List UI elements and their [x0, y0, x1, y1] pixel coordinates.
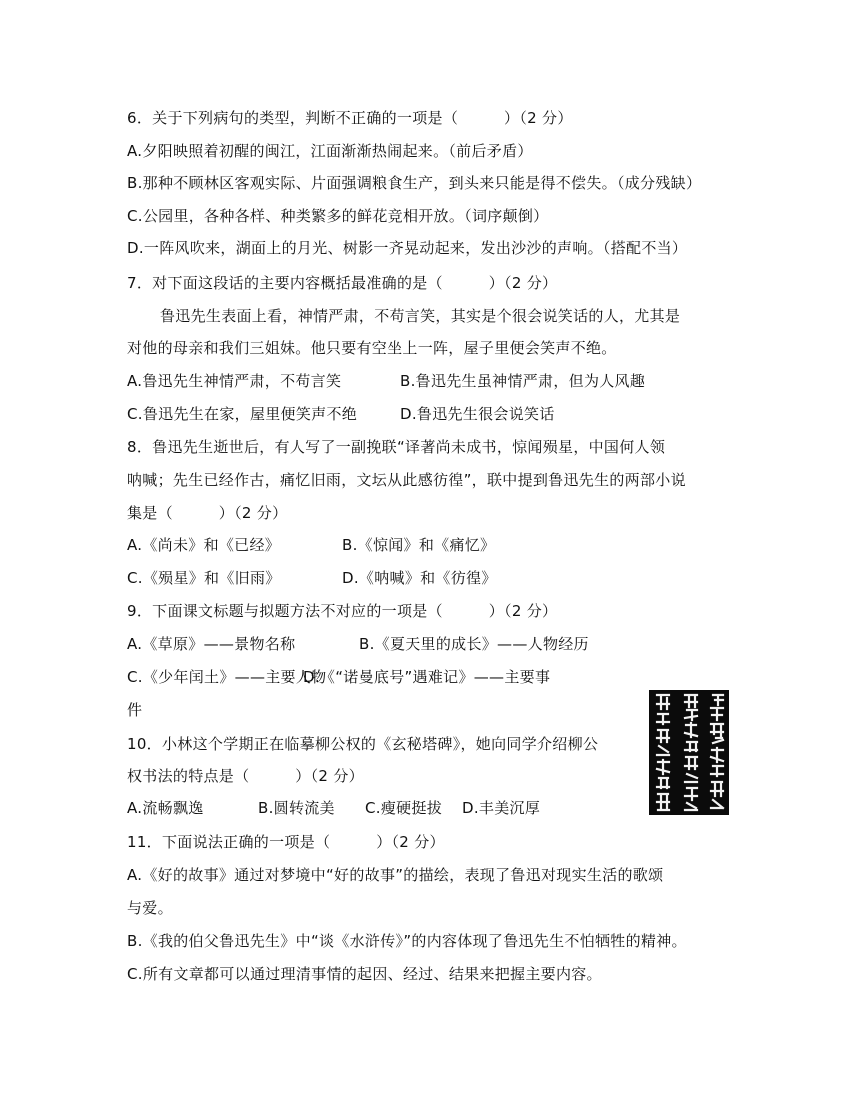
q10-stem-line-2: 权书法的特点是（ ）（2 分） [127, 767, 364, 785]
q11-option-c: C.所有文章都可以通过理清事情的起因、经过、结果来把握主要内容。 [127, 965, 602, 983]
q7-option-c: C.鲁迅先生在家，屋里便笑声不绝 [127, 405, 358, 423]
q6-option-b: B.那种不顾林区客观实际、片面强调粮食生产，到头来只能是得不偿失。（成分残缺） [127, 174, 702, 192]
q11-option-a-continued: 与爱。 [127, 899, 173, 917]
q9-option-b: B.《夏天里的成长》——人物经历 [359, 635, 589, 653]
q7-passage-line-1: 鲁迅先生表面上看，神情严肃，不苟言笑，其实是个很会说笑话的人，尤其是 [160, 307, 681, 325]
q11-option-a: A.《好的故事》通过对梦境中“好的故事”的描绘，表现了鲁迅对现实生活的歌颂 [127, 866, 664, 884]
q9-option-c: C.《少年闰土》——主要人物 [127, 668, 327, 686]
q7-option-b: B.鲁迅先生虽神情严肃，但为人风趣 [400, 372, 646, 390]
calligraphy-rubbing-image [649, 690, 729, 815]
q6-option-a: A.夕阳映照着初醒的闽江，江面渐渐热闹起来。（前后矛盾） [127, 142, 533, 160]
q8-stem-line-1: 8．鲁迅先生逝世后，有人写了一副挽联“译著尚未成书，惊闻殒星，中国何人领 [127, 438, 666, 456]
q10-stem-line-1: 10．小林这个学期正在临摹柳公权的《玄秘塔碑》，她向同学介绍柳公 [127, 735, 599, 753]
q7-stem: 7．对下面这段话的主要内容概括最准确的是（ ）（2 分） [127, 274, 558, 292]
q8-option-a: A.《尚未》和《已经》 [127, 536, 281, 554]
q6-stem: 6．关于下列病句的类型，判断不正确的一项是（ ）（2 分） [127, 109, 573, 127]
q9-option-d-continued: 件 [127, 701, 143, 719]
q6-option-c: C.公园里，各种各样、种类繁多的鲜花竞相开放。（词序颠倒） [127, 207, 549, 225]
q8-option-c: C.《殒星》和《旧雨》 [127, 569, 281, 587]
q11-option-b: B.《我的伯父鲁迅先生》中“谈《水浒传》”的内容体现了鲁迅先生不怕牺牲的精神。 [127, 932, 687, 950]
q8-option-d: D.《呐喊》和《彷徨》 [342, 569, 497, 587]
q8-stem-line-2: 呐喊；先生已经作古，痛忆旧雨，文坛从此感彷徨”，联中提到鲁迅先生的两部小说 [127, 471, 686, 489]
q9-stem: 9．下面课文标题与拟题方法不对应的一项是（ ）（2 分） [127, 602, 558, 620]
q11-stem: 11．下面说法正确的一项是（ ）（2 分） [127, 833, 445, 851]
q10-option-b: B.圆转流美 [258, 799, 335, 817]
q7-option-d: D.鲁迅先生很会说笑话 [400, 405, 555, 423]
q10-option-a: A.流畅飘逸 [127, 799, 204, 817]
q6-option-d: D.一阵风吹来，湖面上的月光、树影一齐晃动起来，发出沙沙的声响。（搭配不当） [127, 239, 688, 257]
q10-option-d: D.丰美沉厚 [462, 799, 541, 817]
q8-option-b: B.《惊闻》和《痛忆》 [342, 536, 496, 554]
q7-passage-line-2: 对他的母亲和我们三姐妹。他只要有空坐上一阵，屋子里便会笑声不绝。 [127, 339, 617, 357]
q7-option-a: A.鲁迅先生神情严肃，不苟言笑 [127, 372, 342, 390]
q9-option-a: A.《草原》——景物名称 [127, 635, 296, 653]
q8-stem-line-3: 集是（ ）（2 分） [127, 504, 288, 522]
q9-option-d: D.《“诺曼底号”遇难记》——主要事 [303, 668, 551, 686]
q10-option-c: C.瘦硬挺拔 [365, 799, 443, 817]
